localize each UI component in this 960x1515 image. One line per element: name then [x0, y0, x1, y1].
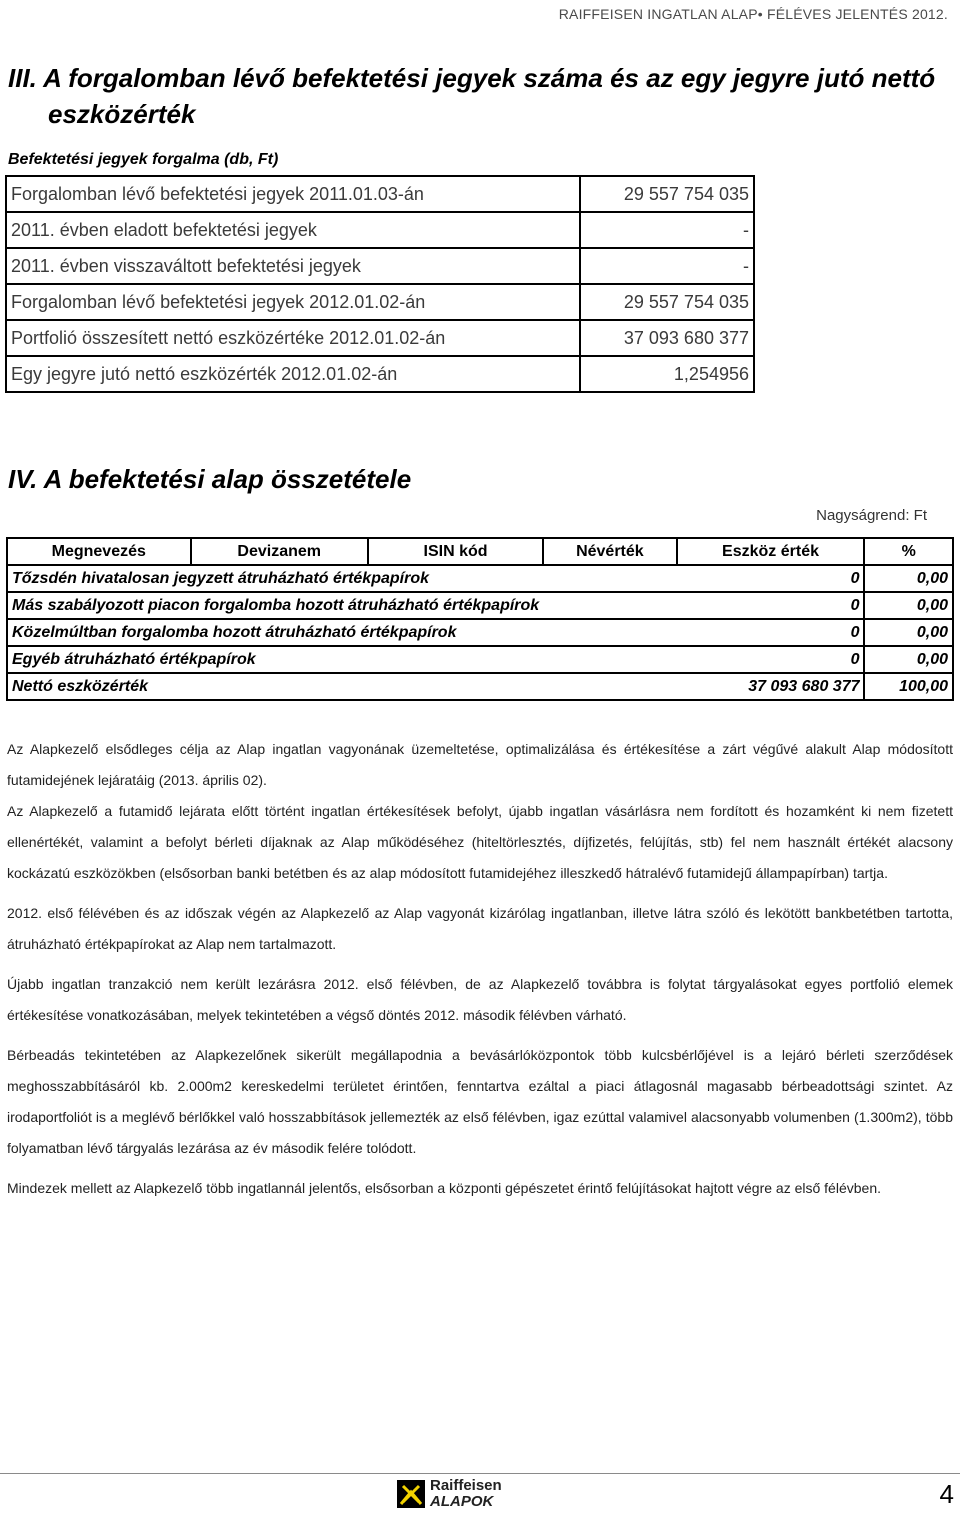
- units-table: [5, 175, 755, 393]
- table-row: [6, 320, 754, 356]
- table-row: [6, 176, 754, 212]
- table-row: [6, 212, 754, 248]
- row-value: 29 557 754 035: [580, 284, 754, 320]
- row-label: Forgalomban lévő befektetési jegyek 2011.01.03-án: [6, 176, 580, 212]
- page-number: 4: [939, 1479, 954, 1509]
- row-percent: 100,00: [864, 673, 953, 700]
- row-percent: 0,00: [864, 592, 953, 619]
- paragraph: Mindezek mellett az Alapkezelő több ingatlannál jelentős, elsősorban a központi gépészetet érintő felújításokat hajtott végre az első félévben.: [7, 1180, 881, 1196]
- row-label: Portfolió összesített nettó eszközértéke 2012.01.02-án: [6, 320, 580, 356]
- table-row: [7, 565, 953, 592]
- row-value: 1,254956: [580, 356, 754, 392]
- row-name: Egyéb átruházható értékpapírok: [7, 646, 543, 673]
- paragraph: Újabb ingatlan tranzakció nem került lezárásra 2012. első félévben, de az Alapkezelő továbbra is folytat tárgyalásokat egyes portfolió elemek értékesítése vonatkozásában, melyek tekintetében a végső döntés 2012. második félévben várható.: [7, 976, 953, 1023]
- body-text: [7, 734, 953, 1213]
- row-value: 37 093 680 377: [580, 320, 754, 356]
- logo-wordmark: Raiffeisen: [430, 1477, 502, 1494]
- table-row: [6, 248, 754, 284]
- table-row: [7, 592, 953, 619]
- col-header-nominal: Névérték: [543, 538, 676, 565]
- row-value: -: [580, 212, 754, 248]
- table-row: [7, 646, 953, 673]
- col-header-percent: %: [864, 538, 953, 565]
- section3-title: [8, 60, 948, 132]
- row-asset-value: 0: [677, 646, 865, 673]
- row-label: 2011. évben visszaváltott befektetési jegyek: [6, 248, 580, 284]
- table-header-row: [7, 538, 953, 565]
- paragraph: Az Alapkezelő a futamidő lejárata előtt történt ingatlan értékesítések befolyt, újabb ingatlan vásárlásra nem fordított és hozamként ki nem fizetett ellenértékét, valamint a befolyt bérleti díjaknak az Alap működéséhez (hiteltörlesztés, díjfizetés, felújítás, stb) fel nem használt értékét alacsony kockázatú eszközökben (elsősorban banki betétben és az alap módosított futamidejéhez illeszkedő hátralévő futamidejű állampapírban) tartja.: [7, 803, 953, 881]
- logo-subtitle: ALAPOK: [430, 1493, 494, 1510]
- row-label: 2011. évben eladott befektetési jegyek: [6, 212, 580, 248]
- row-value: 29 557 754 035: [580, 176, 754, 212]
- row-label: Egy jegyre jutó nettó eszközérték 2012.01.02-án: [6, 356, 580, 392]
- composition-table: [6, 537, 954, 701]
- col-header-currency: Devizanem: [191, 538, 368, 565]
- paragraph: Bérbeadás tekintetében az Alapkezelőnek sikerült megállapodnia a bevásárlóközpontok több kulcsbérlőjével is a lejáró bérleti szerződések meghosszabbításáról kb. 2.000m2 kereskedelmi területet érintően, fenntartva ezáltal a piaci átlagosnál magasabb bérbeadottsági szintet. Az irodaportfoliót is a meglévő bérlőkkel való hosszabbítások jellemezték az első félévben, igaz ezúttal valamivel alacsonyabb volumenben (1.300m2), több folyamatban lévő tárgyalás lezárása az év második felére tolódott.: [7, 1047, 953, 1156]
- paragraph: Az Alapkezelő elsődleges célja az Alap ingatlan vagyonának üzemeltetése, optimalizálása és értékesítése a zárt végűvé alakult Alap módosított futamidejének lejáratáig (2013. április 02).: [7, 741, 953, 788]
- row-name: Nettó eszközérték: [7, 673, 543, 700]
- section3-title-line2: eszközérték: [48, 99, 196, 129]
- row-asset-value: 0: [677, 592, 865, 619]
- units-subheading: Befektetési jegyek forgalma (db, Ft): [8, 151, 279, 168]
- units-note: Nagyságrend: Ft: [816, 507, 927, 524]
- row-value: -: [580, 248, 754, 284]
- table-row: [6, 356, 754, 392]
- row-percent: 0,00: [864, 646, 953, 673]
- col-header-asset-value: Eszköz érték: [677, 538, 865, 565]
- col-header-isin: ISIN kód: [368, 538, 543, 565]
- section4-title: IV. A befektetési alap összetétele: [8, 464, 412, 494]
- raiffeisen-gable-icon: [397, 1480, 425, 1508]
- col-header-name: Megnevezés: [7, 538, 191, 565]
- table-row: [7, 673, 953, 700]
- row-percent: 0,00: [864, 619, 953, 646]
- row-name: Közelmúltban forgalomba hozott átruházható értékpapírok: [7, 619, 543, 646]
- row-name: Tőzsdén hivatalosan jegyzett átruházható értékpapírok: [7, 565, 543, 592]
- table-row: [7, 619, 953, 646]
- running-header: RAIFFEISEN INGATLAN ALAP• FÉLÉVES JELENTÉS 2012.: [558, 6, 948, 22]
- row-asset-value: 0: [677, 619, 865, 646]
- row-asset-value: 37 093 680 377: [677, 673, 865, 700]
- row-label: Forgalomban lévő befektetési jegyek 2012.01.02-án: [6, 284, 580, 320]
- raiffeisen-logo: [397, 1478, 517, 1510]
- section3-title-line1: III. A forgalomban lévő befektetési jegyek száma és az egy jegyre jutó nettó: [8, 63, 936, 93]
- footer-divider: [0, 1473, 960, 1474]
- row-percent: 0,00: [864, 565, 953, 592]
- table-row: [6, 284, 754, 320]
- row-name: Más szabályozott piacon forgalomba hozott átruházható értékpapírok: [7, 592, 543, 619]
- row-asset-value: 0: [677, 565, 865, 592]
- paragraph: 2012. első félévében és az időszak végén az Alapkezelő az Alap vagyonát kizárólag ingatlanban, illetve látra szóló és lekötött bankbetétben tartotta, átruházható értékpapírokat az Alap nem tartalmazott.: [7, 905, 953, 952]
